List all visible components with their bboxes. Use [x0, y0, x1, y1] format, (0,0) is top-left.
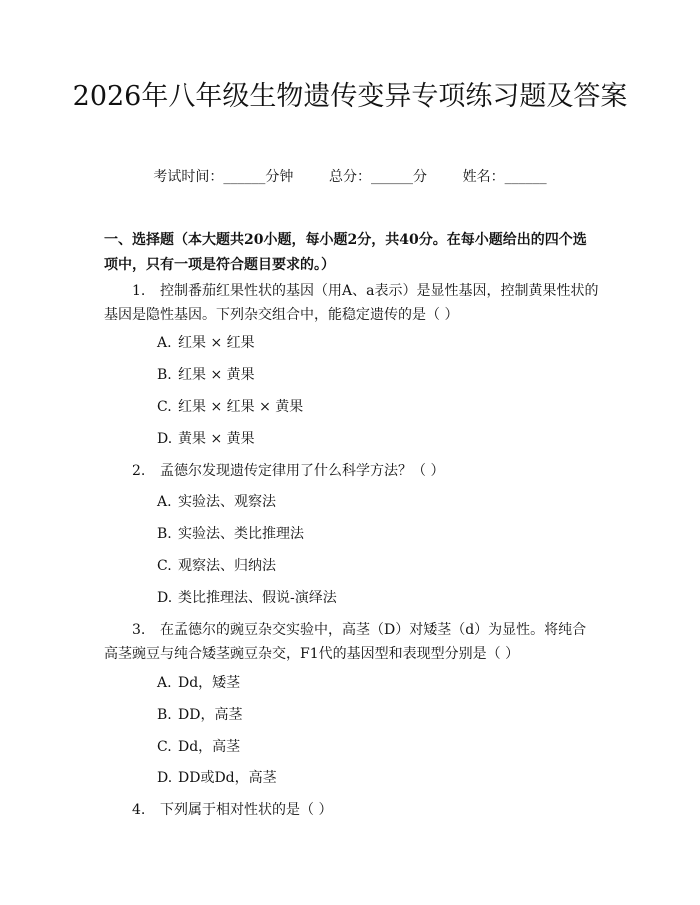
option-text: 红果 × 红果 × 黄果 [178, 399, 304, 415]
question-text: 孟德尔发现遗传定律用了什么科学方法？（ ） [160, 463, 445, 479]
option-text: 实验法、类比推理法 [178, 526, 304, 542]
option-letter: D. [157, 431, 173, 447]
time-unit: 分钟 [265, 169, 294, 185]
option-letter: A. [157, 675, 172, 691]
option-3c [157, 737, 597, 757]
option-letter: D. [157, 590, 173, 606]
page-title: 2026年八年级生物遗传变异专项练习题及答案 [72, 81, 628, 112]
time-label: 考试时间： [153, 169, 224, 185]
score-unit: 分 [413, 169, 427, 185]
option-text: Dd，高茎 [178, 739, 241, 755]
option-letter: C. [157, 558, 172, 574]
option-3b [157, 705, 597, 725]
option-letter: B. [157, 707, 172, 723]
option-2c [157, 556, 597, 576]
option-letter: C. [157, 739, 172, 755]
option-letter: C. [157, 399, 172, 415]
question-4 [104, 798, 599, 822]
option-text: 红果 × 红果 [178, 335, 255, 351]
name-blank: ______ [504, 169, 547, 185]
option-letter: B. [157, 526, 172, 542]
section-heading: 一、选择题（本大题共20小题，每小题2分，共40分。在每小题给出的四个选项中，只有一项是符合题目要求的。） [104, 232, 587, 273]
option-text: DD或Dd，高茎 [178, 770, 277, 786]
question-number: 1. [132, 283, 146, 299]
option-letter: A. [157, 335, 172, 351]
question-number: 2. [132, 463, 146, 479]
question-text: 控制番茄红果性状的基因（用A、a表示）是显性基因，控制黄果性状的基因是隐性基因。下列杂交组合中，能稳定遗传的是（ ） [104, 283, 599, 323]
option-text: 观察法、归纳法 [178, 558, 276, 574]
option-1c [157, 397, 597, 417]
option-letter: B. [157, 367, 172, 383]
option-1d [157, 429, 597, 449]
question-number: 3. [132, 622, 146, 638]
option-text: DD，高茎 [178, 707, 243, 723]
question-number: 4. [132, 802, 146, 818]
question-1 [104, 279, 599, 327]
option-letter: A. [157, 494, 172, 510]
question-text: 在孟德尔的豌豆杂交实验中，高茎（D）对矮茎（d）为显性。将纯合高茎豌豆与纯合矮茎豌豆杂交，F1代的基因型和表现型分别是（ ） [104, 622, 587, 662]
question-2 [104, 459, 599, 483]
option-letter: D. [157, 770, 173, 786]
option-2d [157, 588, 597, 608]
question-text: 下列属于相对性状的是（ ） [160, 802, 333, 818]
option-2a [157, 492, 597, 512]
option-1a [157, 333, 597, 353]
exam-info-line [0, 167, 700, 187]
option-text: Dd，矮茎 [178, 675, 241, 691]
name-label: 姓名： [462, 169, 505, 185]
option-text: 黄果 × 黄果 [178, 431, 255, 447]
time-blank: ______ [223, 169, 266, 185]
option-text: 实验法、观察法 [178, 494, 276, 510]
option-text: 红果 × 黄果 [178, 367, 255, 383]
question-3 [104, 618, 599, 666]
score-label: 总分： [329, 169, 371, 185]
option-3d [157, 768, 597, 788]
option-2b [157, 524, 597, 544]
option-3a [157, 673, 597, 693]
score-blank: ______ [371, 169, 413, 185]
option-1b [157, 365, 597, 385]
option-text: 类比推理法、假说-演绎法 [178, 590, 337, 606]
